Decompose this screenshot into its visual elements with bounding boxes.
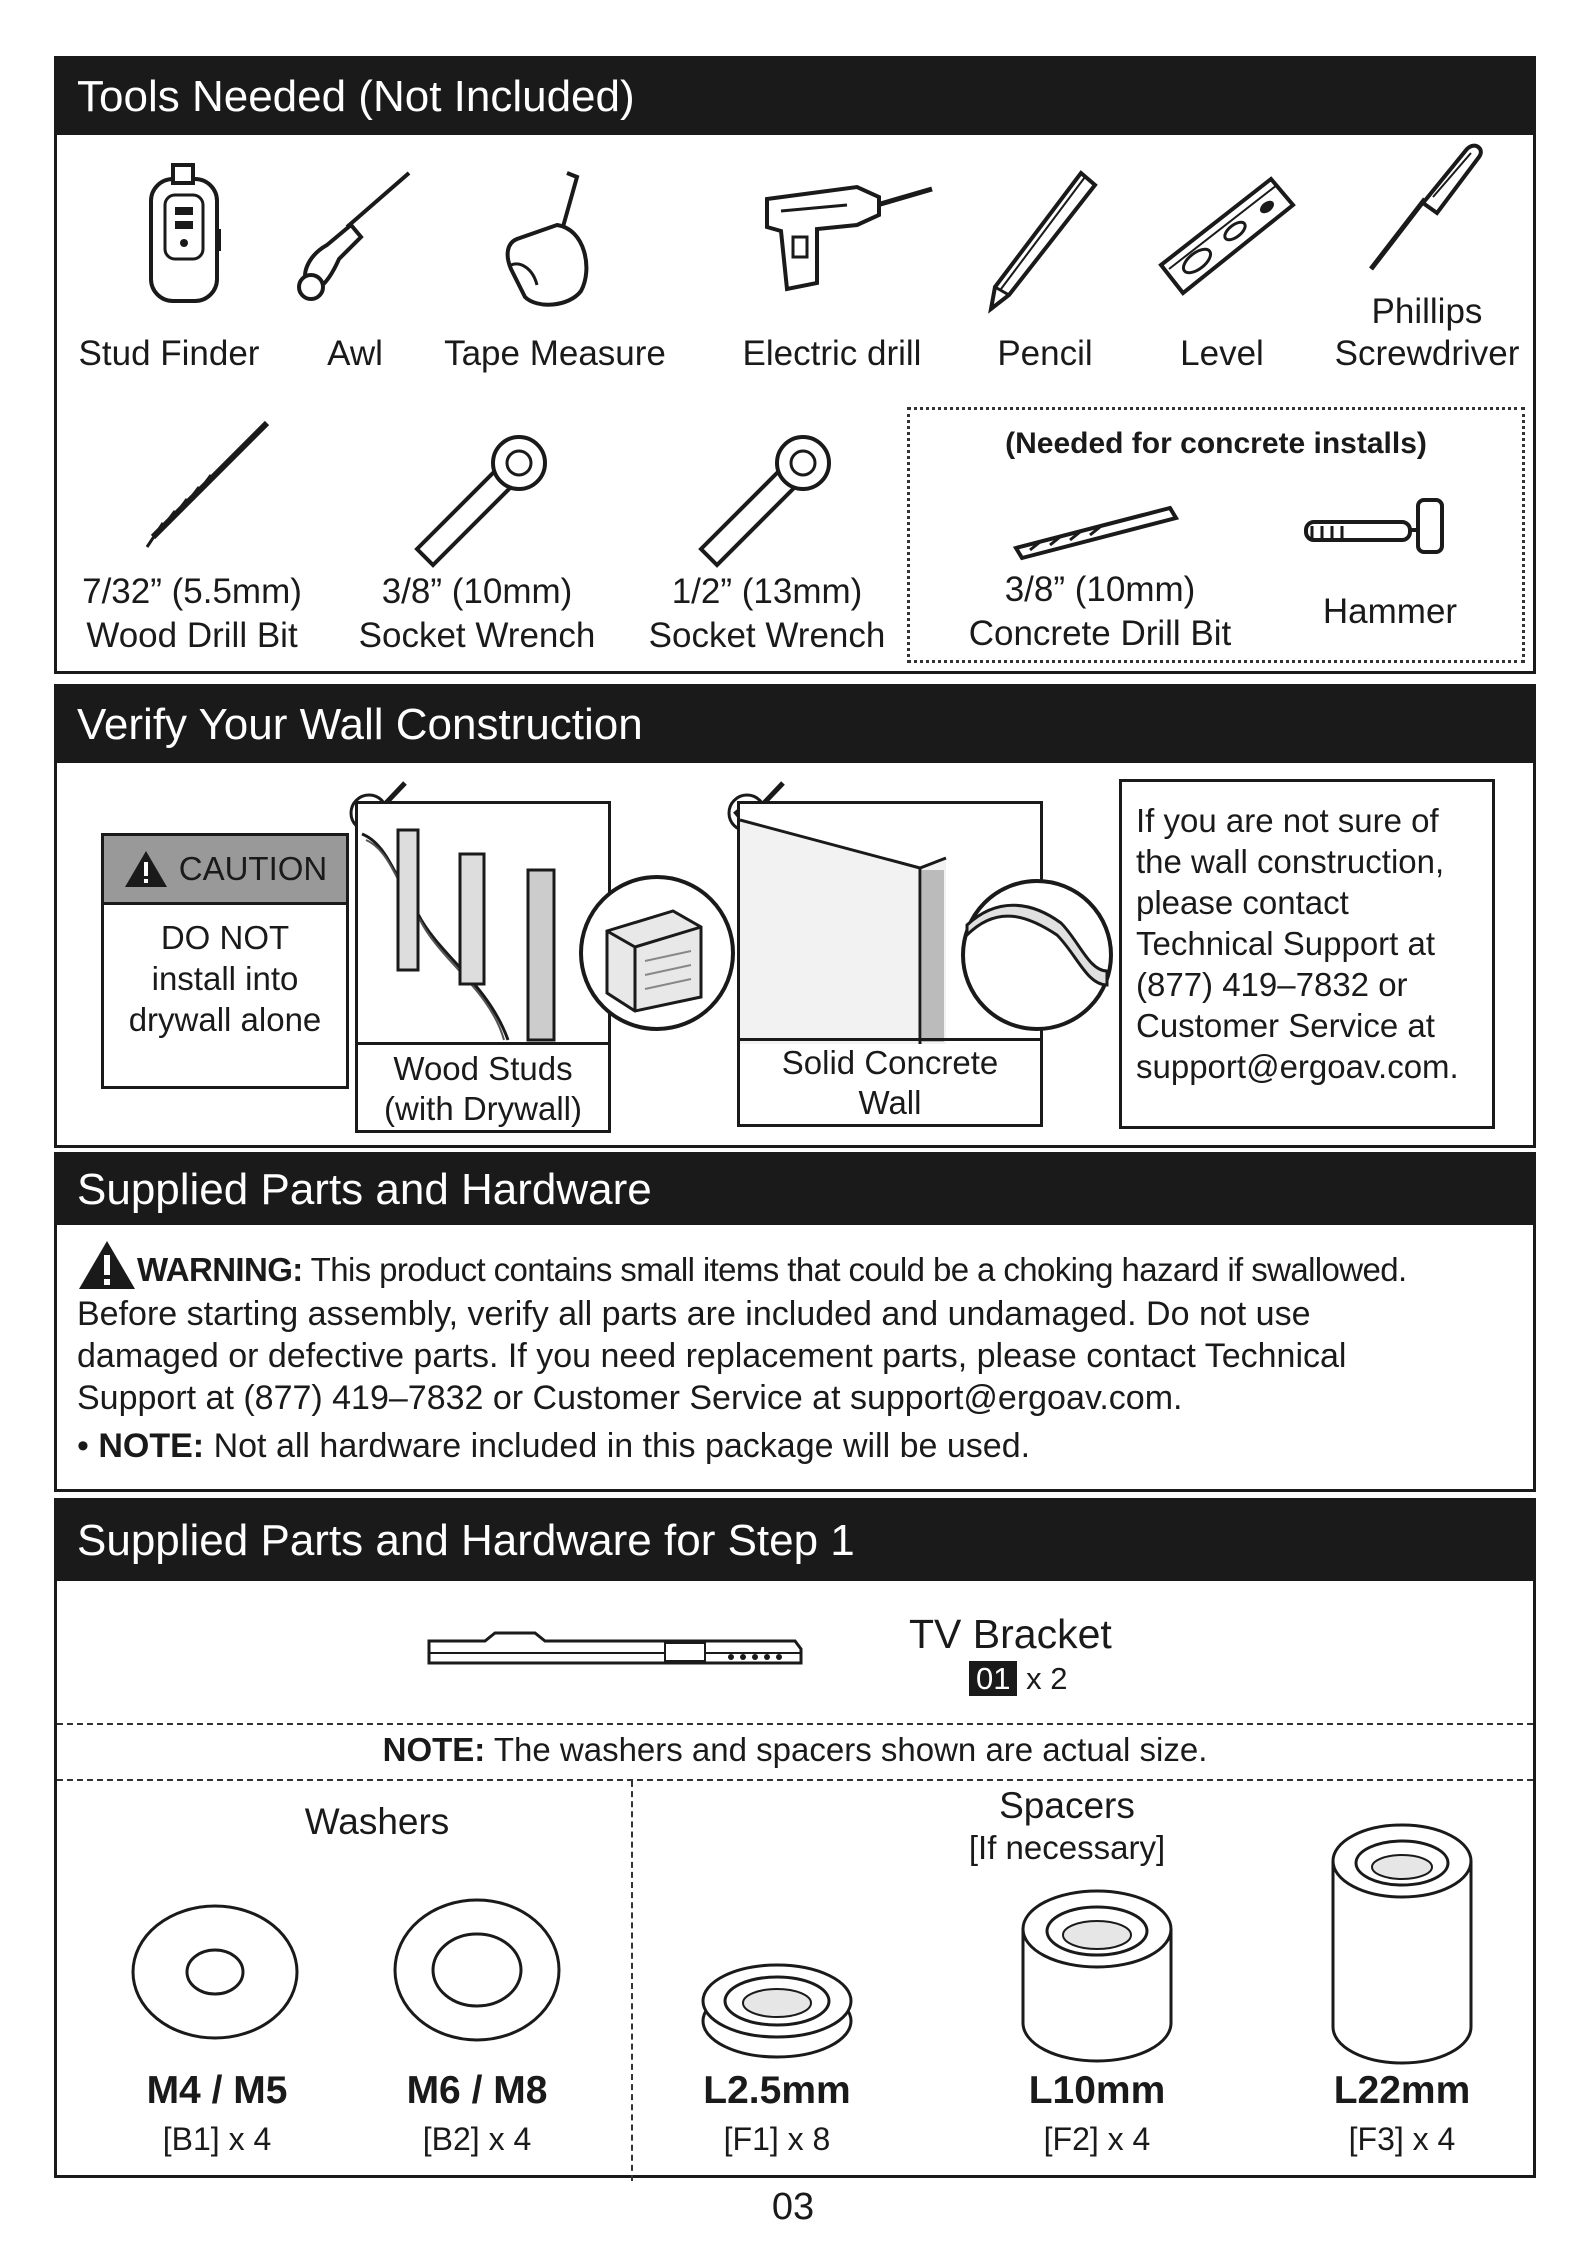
tools-section	[54, 56, 1536, 674]
warning-label: WARNING:	[137, 1251, 303, 1288]
note-label: NOTE:	[98, 1427, 205, 1465]
part-code: [B2]	[422, 2121, 480, 2157]
info-line: the wall construction,	[1136, 843, 1445, 880]
part-qty-row	[977, 2121, 1217, 2158]
info-line: Customer Service at	[1136, 1007, 1435, 1044]
tool-label-socket13-line1: 1/2” (13mm)	[671, 572, 863, 611]
concrete-note: (Needed for concrete installs)	[1005, 427, 1427, 460]
tool-label-electric-drill: Electric drill	[742, 334, 922, 373]
phillips-screwdriver-icon	[1361, 139, 1491, 279]
step1-note	[57, 1731, 1533, 1769]
concrete-bit-line2: Concrete Drill Bit	[968, 614, 1232, 653]
part-qty: x 4	[228, 2121, 272, 2157]
part-qty: x 4	[1107, 2121, 1151, 2157]
info-line: (877) 419–7832 or	[1136, 966, 1408, 1003]
part-qty: x 8	[787, 2121, 831, 2157]
part-code: [F1]	[723, 2121, 779, 2157]
part-name: M6 / M8	[406, 2069, 548, 2112]
warning-triangle-icon	[123, 849, 169, 889]
caution-text	[104, 905, 346, 1040]
part-code-badge: 01	[969, 1661, 1017, 1696]
electric-drill-icon	[747, 171, 937, 301]
warning-triangle-icon	[77, 1239, 137, 1291]
washer-m4-icon	[129, 1901, 301, 2043]
socket-wrench-icon	[691, 419, 841, 569]
part-name: L10mm	[1028, 2069, 1166, 2112]
tape-measure-icon	[497, 169, 597, 309]
info-line: If you are not sure of	[1136, 802, 1439, 839]
note-label: NOTE:	[382, 1731, 486, 1768]
tool-label-stud-finder: Stud Finder	[78, 334, 260, 373]
tool-label-phillips-line1: Phillips	[1371, 292, 1483, 331]
washer-m6-icon	[391, 1895, 563, 2045]
spacer-22mm-icon	[1327, 1821, 1477, 2067]
concrete-drill-bit-icon	[1010, 500, 1180, 560]
wall-section-title: Verify Your Wall Construction	[57, 687, 1533, 763]
spacers-title: Spacers	[999, 1785, 1135, 1826]
tool-label-awl: Awl	[327, 334, 383, 373]
tool-label-level: Level	[1180, 334, 1264, 373]
supplied-body	[77, 1293, 1346, 1419]
tool-label-tape-measure: Tape Measure	[444, 334, 666, 373]
caution-line: DO NOT	[160, 919, 290, 956]
stud-finder-icon	[139, 159, 229, 309]
wood-studs-illustration	[358, 804, 608, 1044]
caution-line: drywall alone	[128, 1001, 322, 1038]
part-code: [F2]	[1043, 2121, 1099, 2157]
spacer-10mm-icon	[1017, 1887, 1177, 2067]
part-name: M4 / M5	[146, 2069, 288, 2112]
part-name: L2.5mm	[703, 2069, 851, 2112]
body-line: damaged or defective parts. If you need replacement parts, please contact Technical	[77, 1337, 1347, 1375]
bullet: •	[77, 1427, 99, 1465]
wall-section	[54, 684, 1536, 1148]
tool-label-socket10-line2: Socket Wrench	[358, 616, 596, 655]
concrete-label-box	[737, 1038, 1043, 1130]
wall-info-box	[1119, 779, 1495, 1129]
part-qty: x 4	[488, 2121, 532, 2157]
info-line: please contact	[1136, 884, 1349, 921]
level-icon	[1151, 173, 1301, 303]
supplied-section	[54, 1152, 1536, 1492]
hammer-icon	[1300, 490, 1460, 560]
tools-section-title: Tools Needed (Not Included)	[57, 59, 1533, 135]
vertical-divider	[631, 1781, 633, 2181]
concrete-closeup-icon	[957, 875, 1117, 1035]
wood-stud-closeup-icon	[575, 871, 739, 1035]
page-number: 03	[771, 2186, 815, 2228]
body-line: Before starting assembly, verify all parts are included and undamaged. Do not use	[77, 1295, 1311, 1333]
wood-drill-bit-icon	[127, 413, 277, 563]
tv-bracket-icon	[425, 1629, 805, 1673]
pencil-icon	[981, 167, 1101, 317]
tv-bracket-qty-row	[969, 1661, 1067, 1697]
part-qty: x 4	[1412, 2121, 1456, 2157]
part-qty-row	[657, 2121, 897, 2158]
part-name: L22mm	[1333, 2069, 1471, 2112]
tool-label-wood-bit-line1: 7/32” (5.5mm)	[82, 572, 302, 611]
tv-bracket-qty: x 2	[1026, 1661, 1068, 1696]
hammer-label: Hammer	[1322, 592, 1458, 631]
spacers-subtitle: [If necessary]	[968, 1829, 1166, 1866]
spacer-2-5mm-icon	[697, 1951, 857, 2061]
tool-label-phillips-line2: Screwdriver	[1334, 334, 1520, 373]
note-text: Not all hardware included in this package will be used.	[204, 1427, 1031, 1465]
step1-section-title: Supplied Parts and Hardware for Step 1	[57, 1501, 1533, 1581]
concrete-bit-line1: 3/8” (10mm)	[1004, 570, 1196, 609]
awl-icon	[289, 167, 419, 307]
concrete-tools-box	[907, 407, 1525, 663]
part-qty-row	[357, 2121, 597, 2158]
socket-wrench-icon	[407, 419, 557, 569]
caution-label: CAUTION	[178, 850, 328, 887]
note-text: The washers and spacers shown are actual size.	[485, 1731, 1208, 1768]
info-line: Technical Support at	[1136, 925, 1436, 962]
caution-header	[104, 836, 346, 905]
wood-label-line: Wood Studs	[393, 1050, 573, 1087]
body-line: Support at (877) 419–7832 or Customer Service at support@ergoav.com.	[77, 1379, 1183, 1417]
tool-label-pencil: Pencil	[997, 334, 1093, 373]
tool-label-wood-bit-line2: Wood Drill Bit	[86, 616, 298, 655]
step1-section	[54, 1498, 1536, 2178]
washers-title: Washers	[304, 1801, 450, 1842]
divider	[57, 1723, 1533, 1725]
concrete-label-line: Solid Concrete	[781, 1044, 999, 1081]
wood-studs-panel	[355, 801, 611, 1133]
wood-label-line: (with Drywall)	[384, 1090, 582, 1127]
supplied-section-title: Supplied Parts and Hardware	[57, 1155, 1533, 1225]
warning-text: This product contains small items that could be a choking hazard if swallowed.	[302, 1251, 1407, 1288]
caution-line: install into	[151, 960, 299, 997]
caution-box	[101, 833, 349, 1089]
wood-studs-label-box	[355, 1042, 611, 1136]
part-code: [F3]	[1348, 2121, 1404, 2157]
tool-label-socket10-line1: 3/8” (10mm)	[381, 572, 573, 611]
tool-label-socket13-line2: Socket Wrench	[648, 616, 886, 655]
concrete-label-line: Wall	[858, 1084, 922, 1121]
part-code: [B1]	[162, 2121, 220, 2157]
divider	[57, 1779, 1533, 1781]
info-line: support@ergoav.com.	[1136, 1048, 1459, 1085]
tv-bracket-name: TV Bracket	[909, 1611, 1112, 1657]
part-qty-row	[97, 2121, 337, 2158]
part-qty-row	[1282, 2121, 1522, 2158]
supplied-note	[77, 1427, 1030, 1466]
warning-line	[77, 1239, 1407, 1291]
